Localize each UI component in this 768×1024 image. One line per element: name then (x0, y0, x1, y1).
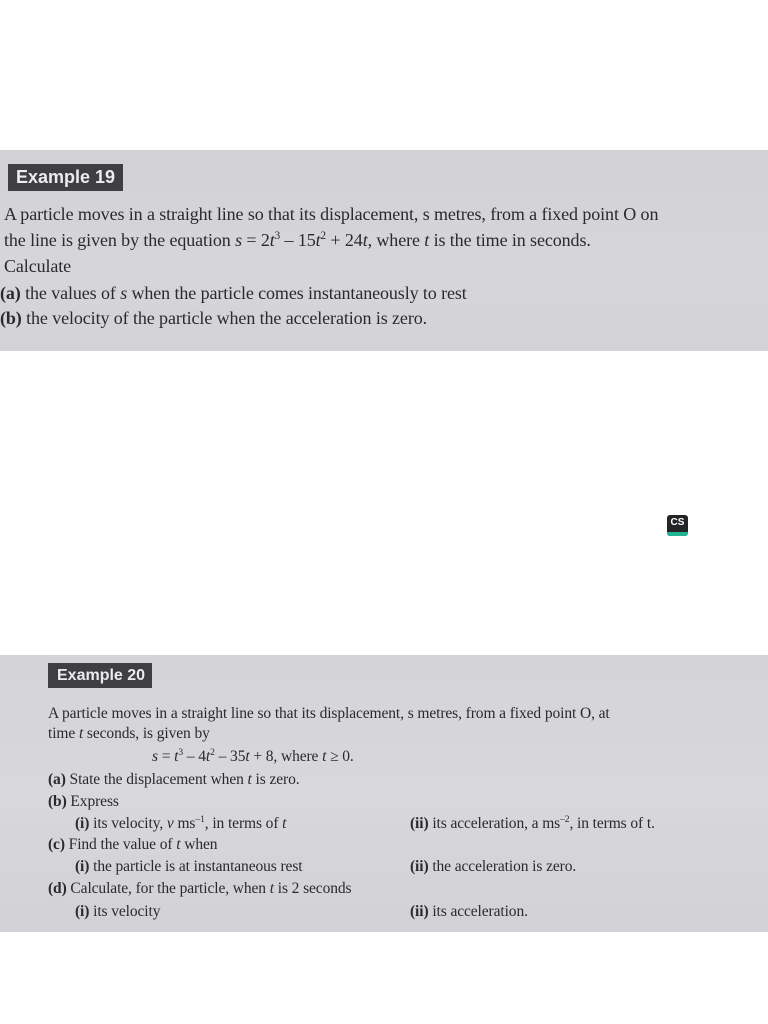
eq-part: – 4 (183, 748, 206, 765)
example-20-part-c-i (75, 858, 302, 876)
example-19-line-2-text: the line is given by the equation (4, 230, 236, 250)
eq-var-t: t (362, 230, 368, 250)
eq-var-t: t (269, 230, 275, 250)
example-19-line-1: A particle moves in a straight line so that its displacement, s metres, from a fixed point O on (4, 204, 659, 224)
eq-part: – 15 (280, 230, 316, 250)
subpart-label: (i) (75, 815, 90, 832)
eq-part: = (157, 748, 175, 765)
eq-part: + 24 (326, 230, 363, 250)
subpart-var: t (282, 815, 287, 832)
part-text: Find the value of (64, 836, 177, 853)
eq-power: 3 (274, 230, 281, 242)
item-text: when the particle comes instantaneously to rest (127, 283, 467, 303)
subpart-text: its velocity, (89, 815, 167, 832)
example-20-part-d (48, 880, 351, 898)
item-text: the velocity of the particle when the acceleration is zero. (21, 308, 428, 328)
eq-var-t: t (205, 748, 211, 765)
eq-var-t: t (322, 748, 327, 765)
subpart-label: (ii) (410, 858, 429, 875)
eq-part: , where (367, 230, 425, 250)
part-text: is 2 seconds (273, 880, 352, 897)
item-label: (a) (0, 283, 21, 303)
eq-part: is the time in seconds. (429, 230, 591, 250)
eq-part: – 35 (214, 748, 246, 765)
example-20-line-1: A particle moves in a straight line so that its displacement, s metres, from a fixed point O, at (48, 705, 610, 722)
example-20-part-b-i (75, 815, 286, 833)
example-19-item-b (0, 308, 427, 329)
subpart-label: (i) (75, 903, 90, 920)
item-var: s (120, 283, 128, 303)
part-text: when (180, 836, 218, 853)
eq-var-t: t (315, 230, 321, 250)
subpart-label: (i) (75, 858, 90, 875)
eq-var-t: t (245, 748, 250, 765)
example-20-part-b-ii (410, 815, 655, 833)
eq-part: + 8, where (249, 748, 323, 765)
subpart-text: , in terms of (204, 815, 283, 832)
subpart-power: –2 (560, 813, 570, 825)
subpart-text: , in terms of t. (569, 815, 655, 832)
line-text: time (48, 725, 79, 742)
example-20-part-a (48, 771, 300, 789)
part-var: t (247, 771, 252, 788)
example-20-card (0, 655, 768, 932)
example-20-equation (152, 748, 354, 766)
example-20-part-d-i (75, 903, 160, 921)
part-label: (b) (48, 793, 67, 810)
part-text: Calculate, for the particle, when (66, 880, 270, 897)
example-20-badge: Example 20 (48, 663, 152, 688)
example-19-item-a (0, 283, 467, 304)
example-20-part-d-ii (410, 903, 528, 921)
example-20-part-c (48, 836, 217, 854)
eq-var-s: s (235, 230, 242, 250)
subpart-text: its velocity (89, 903, 161, 920)
subpart-text: its acceleration, a ms (428, 815, 561, 832)
item-text: the values of (20, 283, 121, 303)
example-19-calculate: Calculate (4, 256, 72, 276)
line-var: t (78, 725, 84, 742)
part-text: Express (66, 793, 119, 810)
subpart-var: v (166, 815, 174, 832)
part-label: (d) (48, 880, 67, 897)
cs-logo-icon (667, 515, 688, 536)
part-var: t (176, 836, 181, 853)
subpart-label: (ii) (410, 815, 429, 832)
part-var: t (269, 880, 274, 897)
subpart-text: the particle is at instantaneous rest (89, 858, 303, 875)
line-text: seconds, is given by (83, 725, 210, 742)
example-20-part-c-ii (410, 858, 576, 876)
item-label: (b) (0, 308, 22, 328)
example-19-badge: Example 19 (8, 164, 123, 191)
example-19-card (0, 150, 768, 351)
example-20-line-2 (48, 725, 210, 743)
eq-var-t: t (424, 230, 430, 250)
eq-power: 3 (178, 746, 184, 758)
example-19-line-2 (4, 230, 591, 251)
subpart-text: the acceleration is zero. (428, 858, 577, 875)
subpart-power: –1 (195, 813, 205, 825)
subpart-text: its acceleration. (428, 903, 528, 920)
subpart-text: ms (173, 815, 196, 832)
eq-var-t: t (174, 748, 179, 765)
eq-power: 2 (210, 746, 215, 758)
eq-var-s: s (152, 748, 158, 765)
cs-logo-text: CS (670, 517, 685, 528)
cs-logo-stripe (667, 532, 688, 536)
part-label: (a) (48, 771, 66, 788)
eq-part: = 2 (241, 230, 270, 250)
eq-power: 2 (320, 230, 327, 242)
subpart-label: (ii) (410, 903, 429, 920)
part-text: State the displacement when (65, 771, 248, 788)
example-20-part-b (48, 793, 119, 811)
part-text: is zero. (251, 771, 300, 788)
eq-part: ≥ 0. (326, 748, 354, 765)
part-label: (c) (48, 836, 65, 853)
